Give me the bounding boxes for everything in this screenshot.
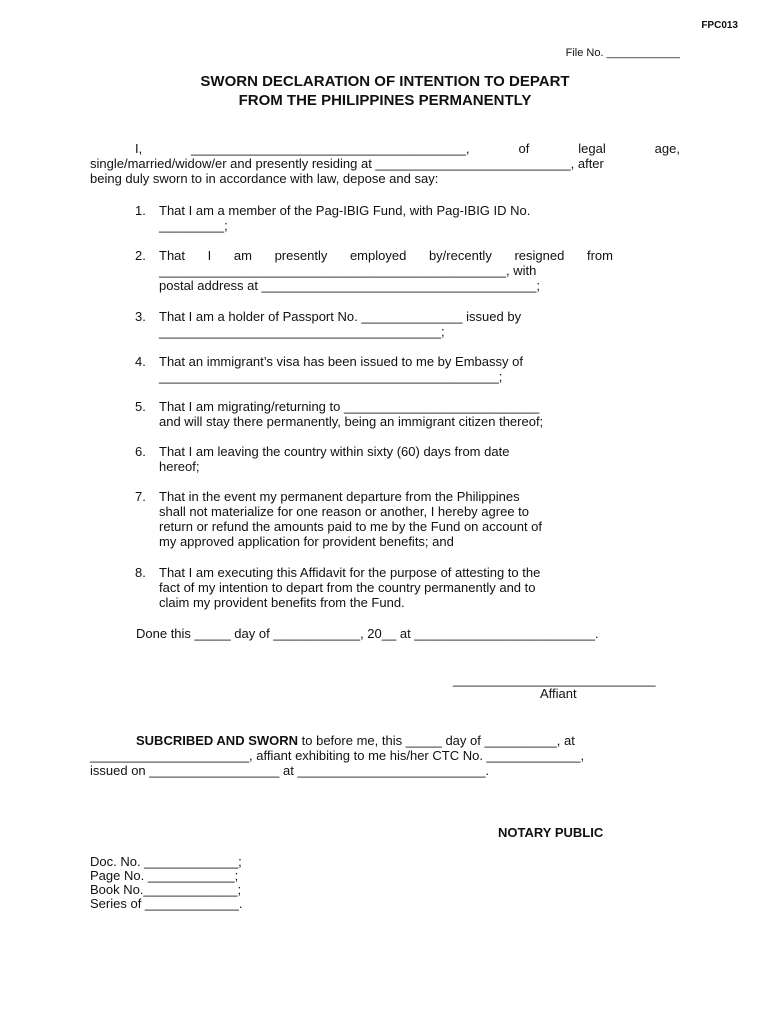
word: resigned [514,248,565,263]
word: presently [274,248,328,263]
doc-no-field: Doc. No. _____________; [90,854,242,869]
subscribed-heading: SUBCRIBED AND SWORN [136,733,299,748]
list-item-1 [135,203,613,233]
list-item-text: hereof; [159,459,200,474]
file-number-field: File No. ____________ [565,47,680,59]
list-item-number: 7. [135,489,146,504]
list-item-text: _______________________________________; [159,324,445,339]
list-item-number: 6. [135,444,146,459]
list-item-5 [135,399,613,429]
list-item-text: That an immigrant’s visa has been issued to me by Embassy of [159,354,523,369]
page-no-field: Page No. ____________; [90,868,239,883]
list-item-text: and will stay there permanently, being an immigrant citizen thereof; [159,414,544,429]
word: from [586,248,613,263]
list-item-number: 4. [135,354,146,369]
word: employed [349,248,407,263]
list-item-3 [135,309,613,339]
intro-of: of [518,141,530,156]
document-title-line-1: SWORN DECLARATION OF INTENTION TO DEPART [200,73,570,90]
subscribed-text: to before me, this _____ day of __________, at [298,733,575,748]
list-item-2 [135,248,613,293]
list-item-text: That I am a member of the Pag-IBIG Fund, with Pag-IBIG ID No. [159,203,531,218]
list-item-text: That in the event my permanent departure from the Philippines [159,489,520,504]
subscribed-line-2: ______________________, affiant exhibiting to me his/her CTC No. _____________, [90,748,585,763]
list-item-text: _______________________________________________; [159,369,503,384]
list-item-number: 8. [135,565,146,580]
list-item-text: postal address at ______________________________________; [159,278,540,293]
list-item-text: That I am executing this Affidavit for the purpose of attesting to the [159,565,541,580]
intro-line-1 [90,141,680,156]
word: I [207,248,212,263]
form-code: FPC013 [701,20,738,31]
intro-line-3: being duly sworn to in accordance with law, depose and say: [90,171,439,186]
list-item-text [159,248,613,263]
list-item-7 [135,489,613,549]
list-item-number: 3. [135,309,146,324]
word: am [233,248,252,263]
intro-line-2: single/married/widow/er and presently residing at ___________________________, after [90,156,604,171]
list-item-text: That I am leaving the country within sixty (60) days from date [159,444,510,459]
list-item-text: That I am migrating/returning to ___________________________ [159,399,540,414]
list-item-number: 1. [135,203,146,218]
list-item-text: That I am a holder of Passport No. ______________ issued by [159,309,522,324]
book-no-field: Book No._____________; [90,882,242,897]
subscribed-line-1 [136,733,575,748]
affiant-label: Affiant [540,686,577,701]
list-item-text: return or refund the amounts paid to me by the Fund on account of [159,519,543,534]
list-item-number: 2. [135,248,146,263]
list-item-text: my approved application for provident benefits; and [159,534,454,549]
affiant-signature-line: ____________________________ [453,672,656,687]
word: That [159,248,186,263]
subscribed-line-3: issued on __________________ at __________________________. [90,763,490,778]
notary-public-label: NOTARY PUBLIC [498,825,604,840]
intro-legal: legal [578,141,606,156]
list-item-6 [135,444,613,474]
list-item-text: shall not materialize for one reason or another, I hereby agree to [159,504,529,519]
intro-age: age, [654,141,680,156]
list-item-text: claim my provident benefits from the Fund. [159,595,405,610]
name-blank: ______________________________________, [191,141,470,156]
list-item-8 [135,565,613,610]
list-item-text: _________; [159,218,228,233]
list-item-4 [135,354,613,384]
list-item-text: fact of my intention to depart from the country permanently and to [159,580,536,595]
word: by/recently [428,248,492,263]
document-title-line-2: FROM THE PHILIPPINES PERMANENTLY [238,92,532,109]
done-this-line: Done this _____ day of ____________, 20__ at _________________________. [136,626,599,641]
intro-pronoun: I, [135,141,143,156]
series-of-field: Series of _____________. [90,896,243,911]
list-item-number: 5. [135,399,146,414]
list-item-text: ________________________________________________, with [159,263,537,278]
